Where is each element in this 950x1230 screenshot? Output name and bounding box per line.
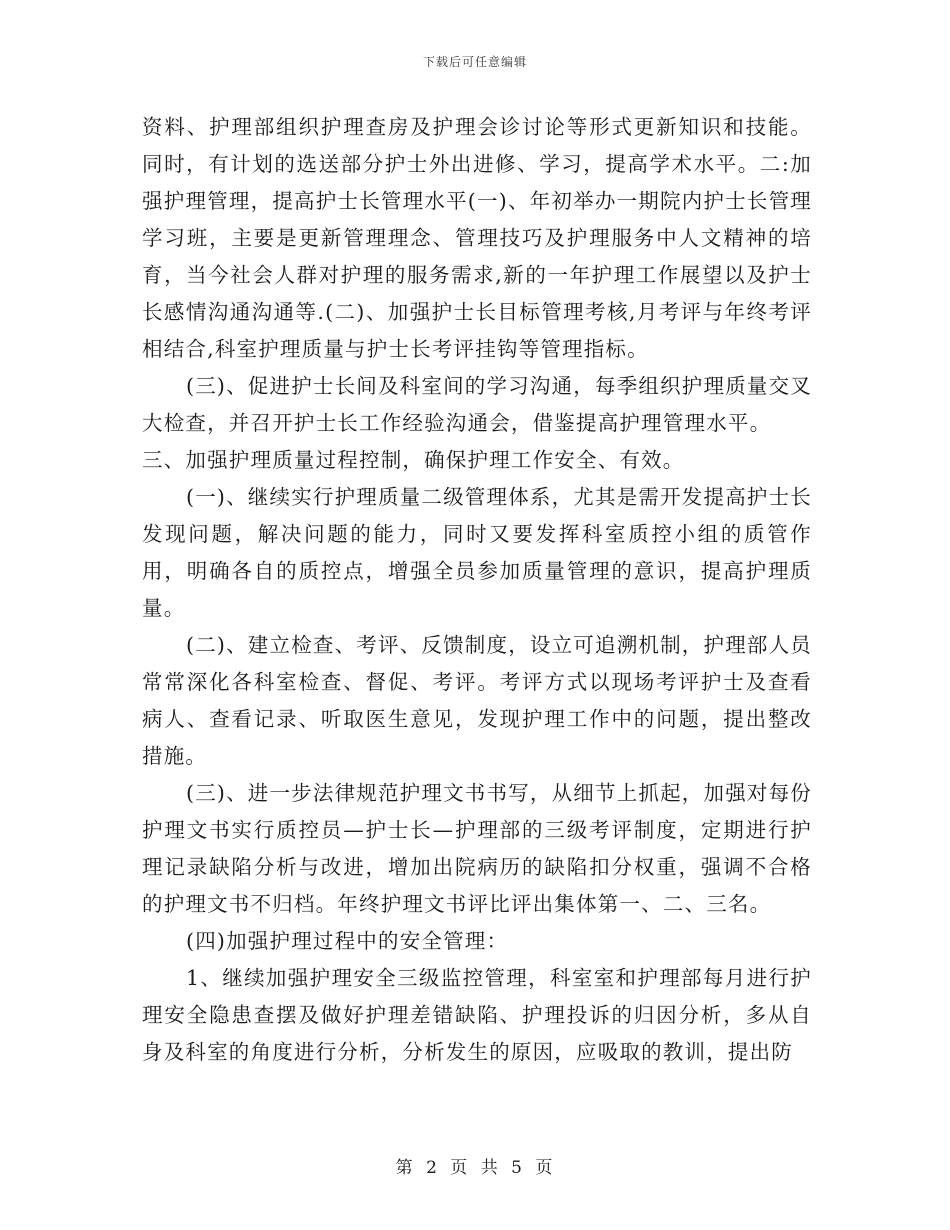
paragraph: 1、继续加强护理安全三级监控管理，科室室和护理部每月进行护理安全隐患查摆及做好护理差错缺陷、护理投诉的归因分析，多从自身及科室的角度进行分析，分析发生的原因，应吸取的教训，提出防 bbox=[142, 966, 812, 1064]
page-number: 第 2 页 共 5 页 bbox=[395, 1158, 555, 1178]
page-header: 下载后可任意编辑 bbox=[422, 55, 527, 69]
paragraph: (二)、建立检查、考评、反馈制度，设立可追溯机制，护理部人员常常深化各科室检查、督促、考评。考评方式以现场考评护士及查看病人、查看记录、听取医生意见，发现护理工作中的问题，提出整改措施。 bbox=[142, 633, 812, 768]
document-body bbox=[142, 109, 812, 1071]
section-heading: 三、加强护理质量过程控制，确保护理工作安全、有效。 bbox=[142, 448, 685, 472]
paragraph: (三)、促进护士长间及科室间的学习沟通，每季组织护理质量交叉大检查，并召开护士长工作经验沟通会，借鉴提高护理管理水平。 bbox=[142, 374, 812, 435]
paragraph: (一)、继续实行护理质量二级管理体系，尤其是需开发提高护士长发现问题，解决问题的能力，同时又要发挥科室质控小组的质管作用，明确各自的质控点，增强全员参加质量管理的意识，提高护理质量。 bbox=[142, 485, 812, 620]
paragraph: (三)、进一步法律规范护理文书书写，从细节上抓起，加强对每份护理文书实行质控员—护士长—护理部的三级考评制度，定期进行护理记录缺陷分析与改进，增加出院病历的缺陷扣分权重，强调不合格的护理文书不归档。年终护理文书评比评出集体第一、二、三名。 bbox=[142, 781, 812, 916]
subsection-heading: (四)加强护理过程中的安全管理： bbox=[186, 929, 509, 953]
paragraph: 资料、护理部组织护理查房及护理会诊讨论等形式更新知识和技能。同时，有计划的选送部分护士外出进修、学习，提高学术水平。二:加强护理管理，提高护士长管理水平(一)、年初举办一期院内护士长管理学习班，主要是更新管理理念、管理技巧及护理服务中人文精神的培育，当今社会人群对护理的服务需求,新的一年护理工作展望以及护士长感情沟通沟通等.(二)、加强护士长目标管理考核,月考评与年终考评相结合,科室护理质量与护士长考评挂钩等管理指标。 bbox=[142, 115, 812, 361]
